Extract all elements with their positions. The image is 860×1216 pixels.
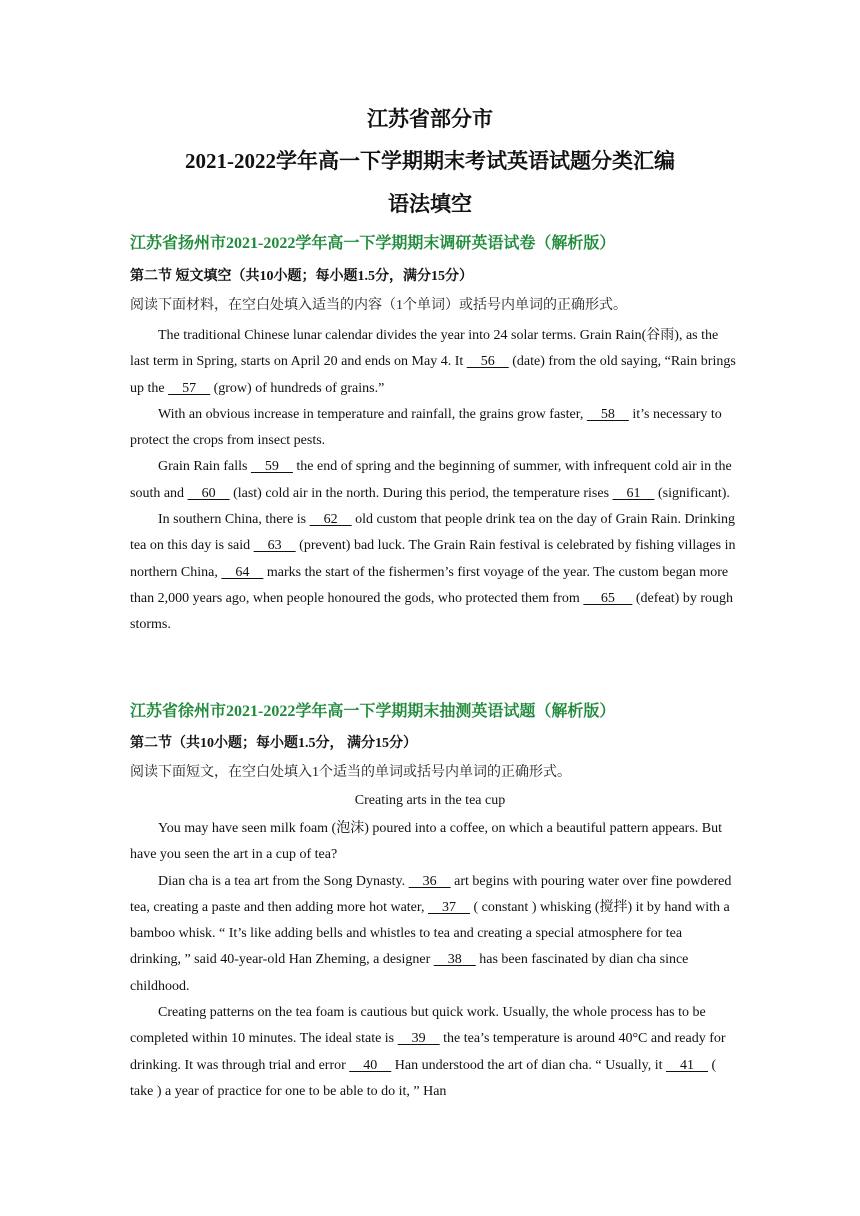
blank-37[interactable]: 37 [428,899,470,915]
section1-passage [130,323,736,639]
blank-64[interactable]: 64 [221,564,264,580]
passage-paragraph: With an obvious increase in temperature and rainfall, the grains grow faster, 58 it’s necessary to protect the crops from insect pests. [130,406,722,449]
passage-paragraph: Creating patterns on the tea foam is cautious but quick work. Usually, the whole process has to be completed within 10 minutes. The ideal state is 39 the tea’s temperature is around 40°C and ready for drinking. It was through trial and error 40 Han understood the art of dian cha. “ Usually, it 41 ( take ) a year of practice for one to be able to do it, ” Han [130,1005,726,1099]
section2-passage [130,816,736,1105]
blank-63[interactable]: 63 [253,538,296,554]
blank-56[interactable]: 56 [466,354,509,370]
blank-62[interactable]: 62 [309,512,352,528]
article-title: Creating arts in the tea cup [354,793,506,808]
section1-instruction: 阅读下面材料，在空白处填入适当的内容（1个单词）或括号内单词的正确形式。 [130,298,627,313]
blank-39[interactable]: 39 [397,1031,440,1047]
blank-58[interactable]: 58 [586,406,629,422]
blank-40[interactable]: 40 [349,1057,392,1073]
section1-part-heading: 第二节 短文填空（共10小题；每小题1.5分，满分15分） [130,269,473,284]
blank-61[interactable]: 61 [612,485,655,501]
section1-source: 江苏省扬州市2021-2022学年高一下学期期末调研英语试卷（解析版） [130,235,616,252]
blank-59[interactable]: 59 [250,459,293,475]
passage-paragraph: In southern China, there is 62 old custom that people drink tea on the day of Grain Rain. Drinking tea on this day is said 63 (prevent) bad luck. The Grain Rain festival is celebrated by fishing villages in northern China, 64 marks the start of the fishermen’s first voyage of the year. The custom began more than 2,000 years ago, when people honoured the gods, who protected them from 65 (defeat) by rough storms. [130,512,736,633]
passage-paragraph: The traditional Chinese lunar calendar divides the year into 24 solar terms. Grain Rain(谷雨), as the last term in Spring, starts on April 20 and ends on May 4. It 56 (date) from the old saying, “Rain brings up the 57 (grow) of hundreds of grains.” [130,328,736,396]
blank-36[interactable]: 36 [408,873,451,889]
passage-paragraph: Grain Rain falls 59 the end of spring and the beginning of summer, with infrequent cold air in the south and 60 (last) cold air in the north. During this period, the temperature rises 61 (significant). [130,459,732,501]
blank-57[interactable]: 57 [168,380,211,396]
blank-38[interactable]: 38 [433,952,476,968]
passage-paragraph: You may have seen milk foam (泡沫) poured into a coffee, on which a beautiful pattern appears. But have you seen the art in a cup of tea? [130,821,722,863]
section2-source: 江苏省徐州市2021-2022学年高一下学期期末抽测英语试题（解析版） [130,703,616,720]
section2-instruction: 阅读下面短文，在空白处填入1个适当的单词或括号内单词的正确形式。 [130,765,571,780]
passage-paragraph: Dian cha is a tea art from the Song Dynasty. 36 art begins with pouring water over fine powdered tea, creating a paste and then adding more hot water, 37 ( constant ) whisking (搅拌) it by hand with a bamboo whisk. “ It’s like adding bells and whistles to tea and creating a special atmosphere for tea drinking, ” said 40-year-old Han Zheming, a designer 38 has been fascinated by dian cha since childhood. [130,873,732,994]
doc-title-main: 2021-2022学年高一下学期期末考试英语试题分类汇编 [185,149,675,173]
doc-title-topic: 语法填空 [388,192,472,216]
doc-title-region: 江苏省部分市 [367,107,493,131]
section2-part-heading: 第二节（共10小题；每小题1.5分， 满分15分） [130,736,417,751]
blank-65[interactable]: 65 [583,590,633,606]
blank-41[interactable]: 41 [666,1057,709,1073]
blank-60[interactable]: 60 [187,485,230,501]
